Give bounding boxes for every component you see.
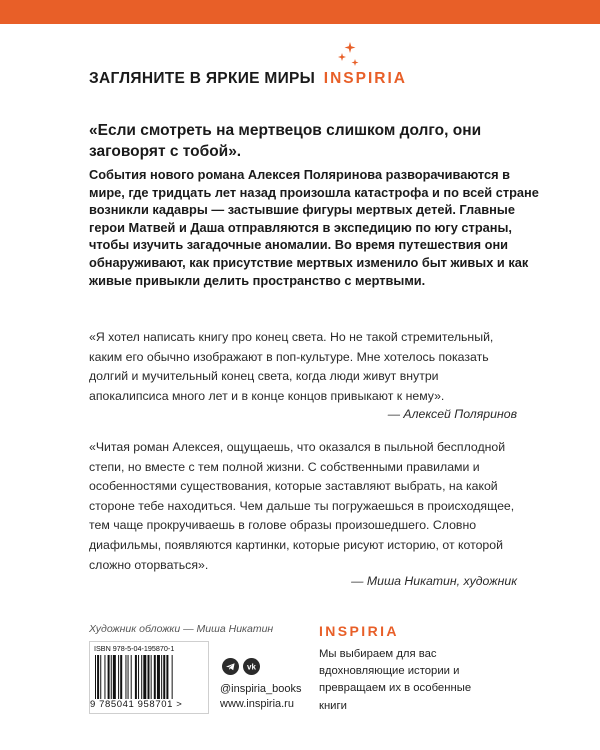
barcode-bars <box>94 655 204 699</box>
website-link[interactable]: www.inspiria.ru <box>220 698 294 710</box>
cover-credit: Художник обложки — Миша Никатин <box>89 623 274 635</box>
artist-quote-attribution: — Миша Никатин, художник <box>351 574 517 588</box>
artist-quote: «Читая роман Алексея, ощущаешь, что оказался в пыльной бесплодной степи, но вместе с тем полной жизни. С собственными правилами и особенностями существования, которые заставляют выбрать, на какой стороне тебе находиться. Чем дальше ты погружаешься в происходящее, тем чаще прокручиваешь в голове образы произошедшего. Словно диафильмы, появляются картинки, которые рисуют историю, от которой сложно оторваться». <box>89 440 515 572</box>
series-header <box>89 70 407 88</box>
publisher-tagline: Мы выбираем для вас вдохновляющие истории и превращаем их в особенные книги <box>319 648 472 712</box>
isbn-text: ISBN 978-5-04-195870-1 <box>94 644 175 653</box>
series-brand: INSPIRIA <box>323 70 407 87</box>
publisher-brand: INSPIRIA <box>319 623 399 639</box>
svg-text:vk: vk <box>247 662 256 672</box>
synopsis-paragraph: События нового романа Алексея Поляринова разворачиваются в мире, где тридцать лет назад произошла катастрофа и по всей стране возникли кадавры — застывшие фигуры мертвых детей. Главные герои Матвей и Даша отправляются в экспедицию по югу страны, чтобы изучить загадочные аномалии. Во время путешествия они обнаруживают, как присутствие мертвых изменило быт живых и как живые привыкли делить пространство с мертвыми. <box>89 167 539 288</box>
sparkle-icon <box>336 42 362 70</box>
barcode-number: 9 785041 958701 > <box>90 699 183 710</box>
telegram-icon[interactable] <box>222 658 239 675</box>
author-quote-attribution: — Алексей Поляринов <box>387 407 517 421</box>
author-quote: «Я хотел написать книгу про конец света. Но не такой стремительный, каким его обычно изображают в поп-культуре. Мне хотелось показать долгий и мучительный конец света, когда люди живут внутри апокалипсиса много лет и в конце концов привыкают к нему». <box>89 330 494 403</box>
social-handle[interactable]: @inspiria_books <box>220 683 302 695</box>
lead-quote: «Если смотреть на мертвецов слишком долго, они заговорят с тобой». <box>89 122 482 160</box>
series-title: ЗАГЛЯНИТЕ В ЯРКИЕ МИРЫ <box>89 70 316 87</box>
top-orange-band <box>0 0 600 24</box>
vk-icon[interactable] <box>243 658 260 675</box>
barcode <box>89 641 209 714</box>
